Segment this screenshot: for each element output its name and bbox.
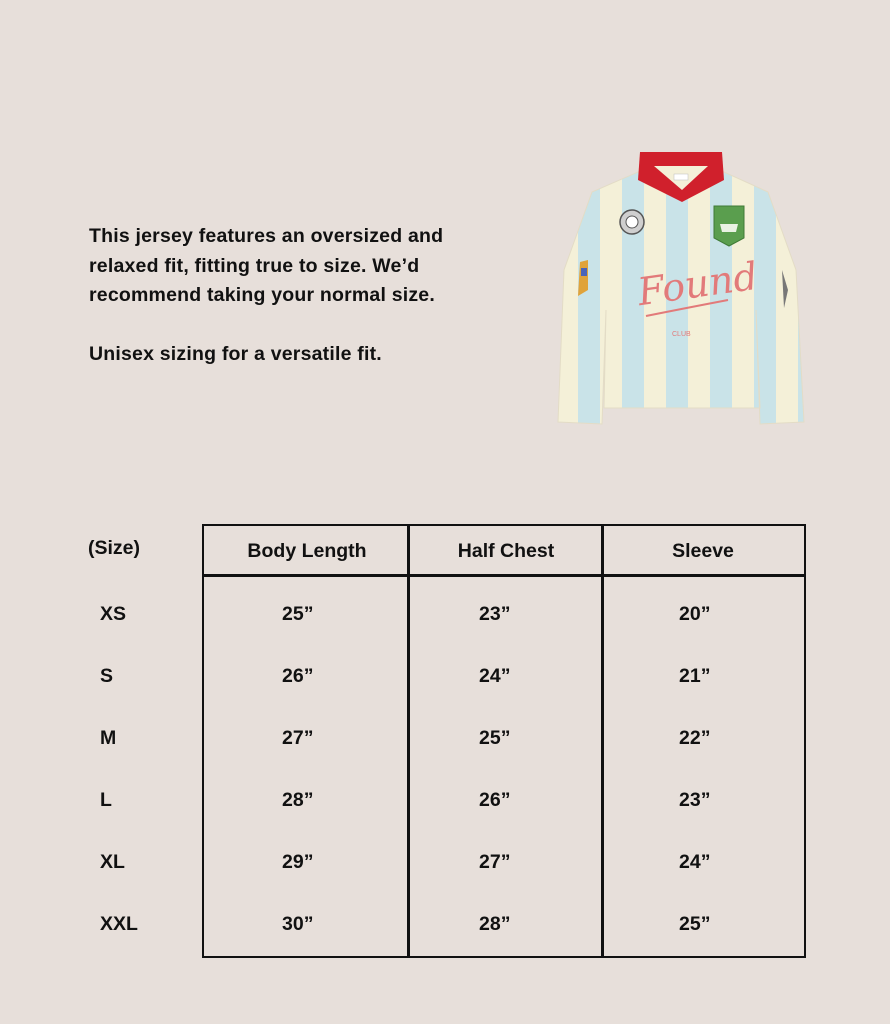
table-cell: 23”: [679, 789, 711, 811]
fit-description: [89, 222, 489, 369]
column-divider: [601, 526, 604, 956]
table-cell: 24”: [479, 665, 511, 687]
table-cell: 25”: [479, 727, 511, 749]
unisex-note: Unisex sizing for a versatile fit.: [89, 342, 382, 365]
svg-text:CLUB: CLUB: [672, 331, 691, 338]
table-cell: 23”: [479, 603, 511, 625]
size-label: XL: [100, 851, 125, 873]
table-cell: 24”: [679, 851, 711, 873]
table-cell: 22”: [679, 727, 711, 749]
size-label: XS: [100, 603, 127, 625]
size-label: L: [100, 789, 112, 811]
size-label: M: [100, 727, 117, 749]
table-cell: 30”: [282, 913, 314, 935]
half-chest-values: [479, 583, 510, 955]
body-length-values: [282, 583, 313, 955]
table-cell: 29”: [282, 851, 314, 873]
table-cell: 26”: [282, 665, 314, 687]
svg-text:Found: Found: [634, 253, 761, 315]
table-cell: 21”: [679, 665, 711, 687]
table-cell: 25”: [679, 913, 711, 935]
fit-description-paragraph: This jersey features an oversized and relaxed fit, fitting true to size. We’d recommend taking your normal size.: [89, 225, 444, 306]
table-cell: 28”: [282, 789, 314, 811]
table-cell: 20”: [679, 603, 711, 625]
size-label: XXL: [100, 913, 138, 935]
sleeve-values: [679, 583, 710, 955]
table-cell: 26”: [479, 789, 511, 811]
column-header-sleeve: Sleeve: [672, 540, 734, 562]
size-column-header: (Size): [88, 537, 141, 559]
size-label: S: [100, 665, 114, 687]
jersey-product-image: [556, 150, 806, 430]
column-header-body-length: Body Length: [247, 540, 367, 562]
column-divider: [407, 526, 410, 956]
column-header-half-chest: Half Chest: [457, 540, 555, 562]
size-labels: [100, 583, 138, 955]
table-cell: 27”: [479, 851, 511, 873]
table-cell: 27”: [282, 727, 314, 749]
table-cell: 25”: [282, 603, 314, 625]
table-cell: 28”: [479, 913, 511, 935]
